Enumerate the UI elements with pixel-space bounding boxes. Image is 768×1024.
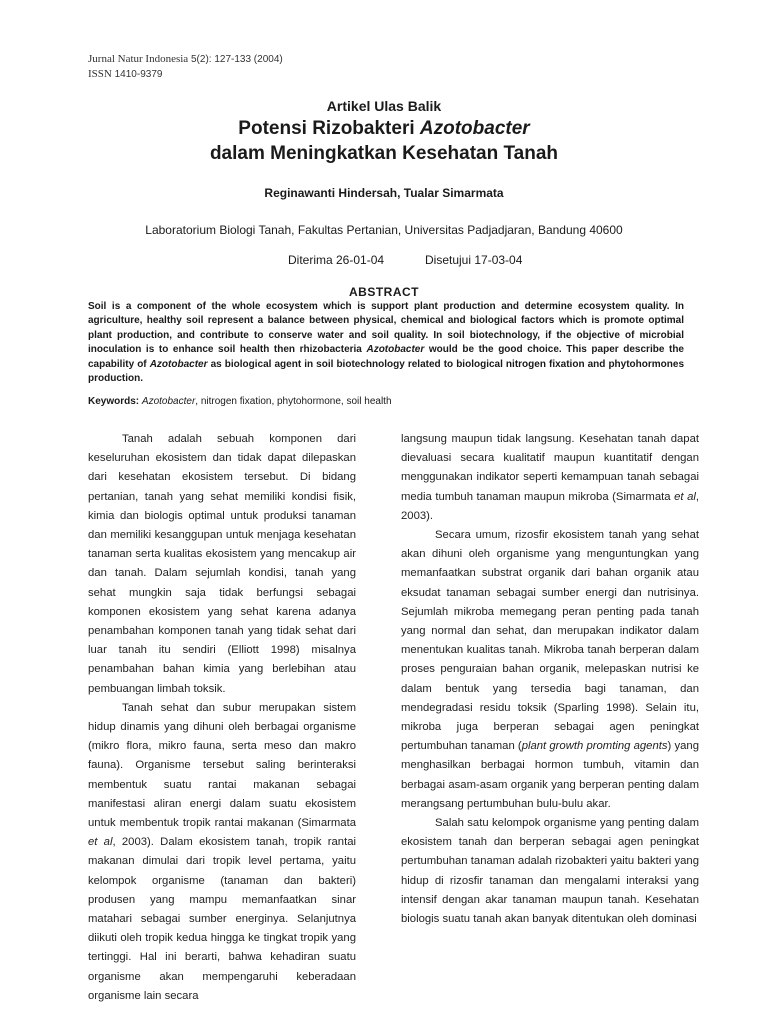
received-date: Diterima 26-01-04 bbox=[288, 253, 385, 267]
paragraph bbox=[88, 699, 356, 1006]
abstract-part: would be the good choice. This paper describe the capability of bbox=[88, 344, 684, 370]
text-run: langsung maupun tidak langsung. Kesehatan tanah dapat dievaluasi secara kualitatif maupun kuantitatif dengan menggunakan indikator seperti kemampuan tanah sebagai media tumbuh tanaman maupun mikroba (Simarmata bbox=[401, 433, 699, 503]
keyword-italic: Azotobacter bbox=[141, 396, 196, 407]
affiliation: Laboratorium Biologi Tanah, Fakultas Pertanian, Universitas Padjadjaran, Bandung 40600 bbox=[145, 223, 623, 237]
abstract-part: as biological agent in soil biotechnology related to biological nitrogen fixation and phytohormones production. bbox=[88, 358, 685, 385]
text-run: Tanah sehat dan subur merupakan sistem hidup dinamis yang dihuni oleh berbagai organisme (mikro flora, mikro fauna, serta meso dan makro fauna). Organisme tersebut saling berinteraksi membentuk suatu rantai makanan sebagai manifestasi aliran energi dalam suatu ekosistem untuk membentuk tropik rantai makanan (Simarmata bbox=[88, 701, 356, 830]
paragraph: Tanah adalah sebuah komponen dari keseluruhan ekosistem dan tidak dapat dilepaskan dari kesehatan ekosistem tersebut. Di bidang pertanian, tanah yang sehat memiliki kondisi fisik, kimia dan biologis optimal untuk produksi tanaman dan memiliki kesanggupan untuk menjaga kesehatan tanaman serta kualitas ekosistem yang mencakup air dan tanah. Dalam sejumlah kondisi, tanah yang sehat mungkin saja tidak berfungsi sebagai komponen ekosistem yang sehat karena adanya penambahan komponen tanah yang tidak sehat dari luar tanah itu sendiri (Elliott 1998) misalnya penambahan bahan kimia yang berlebihan atau pembuangan limbah toksik. bbox=[88, 433, 356, 695]
text-run: ) yang menghasilkan berbagai hormon tumbuh, vitamin dan berbagai asam-asam organik yang berperan penting dalam merangsang pertumbuhan bulu-bulu akar. bbox=[401, 740, 699, 810]
keywords bbox=[88, 396, 684, 407]
abstract-heading: ABSTRACT bbox=[349, 285, 419, 299]
article-title-line1 bbox=[0, 118, 768, 140]
body-column-left bbox=[88, 430, 356, 1006]
issn-label: ISSN bbox=[88, 68, 112, 80]
text-run: , 2003). bbox=[401, 490, 699, 522]
article-type: Artikel Ulas Balik bbox=[326, 98, 442, 114]
issn-number: 1410-9379 bbox=[114, 69, 163, 80]
approved-date: Disetujui 17-03-04 bbox=[425, 253, 523, 267]
keywords-label: Keywords: bbox=[88, 396, 140, 407]
paragraph bbox=[401, 526, 699, 814]
article-title-line2: dalam Meningkatkan Kesehatan Tanah bbox=[209, 143, 559, 164]
abstract-italic: Azotobacter bbox=[366, 344, 425, 356]
abstract-text bbox=[88, 300, 684, 386]
abstract-part: Soil is a component of the whole ecosystem which is support plant production and determine ecosystem quality. In agriculture, healthy soil represent a balance between physical, chemical and biological factors which is promote optimal plant production, and contribute to conserve water and soil quality. In soil biotechnology, if the objective of microbial inoculation is to enhance soil health then rhizobacteria bbox=[88, 301, 684, 356]
keywords-rest: , nitrogen fixation, phytohormone, soil health bbox=[195, 396, 392, 407]
abstract-italic: Azotobacter bbox=[149, 358, 208, 370]
body-column-right bbox=[401, 430, 699, 929]
text-run: Secara umum, rizosfir ekosistem tanah yang sehat akan dihuni oleh organisme yang menguntungkan yang memanfaatkan substrat organik dari bahan organik atau eksudat tanaman sebagai sumber energi dan nutrisinya. Sejumlah mikroba memegang peran penting pada tanah yang normal dan sehat, dan merupakan indikator dalam menentukan kualitas tanah. Mikroba tanah berperan dalam proses penguraian bahan organik, melepaskan nutrisi ke dalam bentuk yang tersedia bagi tanaman, dan mendegradasi residu toksik (Sparling 1998). Selain itu, mikroba juga berperan sebagai agen peningkat pertumbuhan tanaman ( bbox=[401, 529, 699, 753]
text-run: , 2003). Dalam ekosistem tanah, tropik rantai makanan dimulai dari tropik level pertama, yaitu kelompok organisme (tanaman dan bakteri) produsen yang mampu memanfaatkan sinar matahari sebagai sumber energinya. Selanjutnya diikuti oleh tropik kedua hingga ke tingkat tropik yang tertinggi. Hal ini berarti, bahwa kehadiran suatu organisme akan mempengaruhi keberadaan organisme lain secara bbox=[88, 836, 356, 1002]
journal-info bbox=[88, 52, 283, 82]
paragraph bbox=[401, 430, 699, 526]
journal-name: Jurnal Natur Indonesia bbox=[88, 53, 189, 65]
text-run-italic: plant growth promting agents bbox=[521, 740, 668, 753]
authors: Reginawanti Hindersah, Tualar Simarmata bbox=[264, 186, 504, 200]
text-run-italic: et al bbox=[674, 490, 696, 503]
title-italic: Azotobacter bbox=[419, 118, 530, 139]
journal-issue: 5(2): 127-133 (2004) bbox=[190, 54, 283, 65]
title-prefix: Potensi Rizobakteri bbox=[238, 118, 415, 139]
paragraph: Salah satu kelompok organisme yang penting dalam ekosistem tanah dan berperan sebagai agen peningkat pertumbuhan tanaman adalah rizobakteri yaitu bakteri yang hidup di rizosfir tanaman dan mengalami interaksi yang intensif dengan akar tanaman maupun tanah. Kesehatan biologis suatu tanah akan banyak ditentukan oleh dominasi bbox=[401, 817, 699, 926]
text-run-italic: et al bbox=[88, 836, 113, 849]
